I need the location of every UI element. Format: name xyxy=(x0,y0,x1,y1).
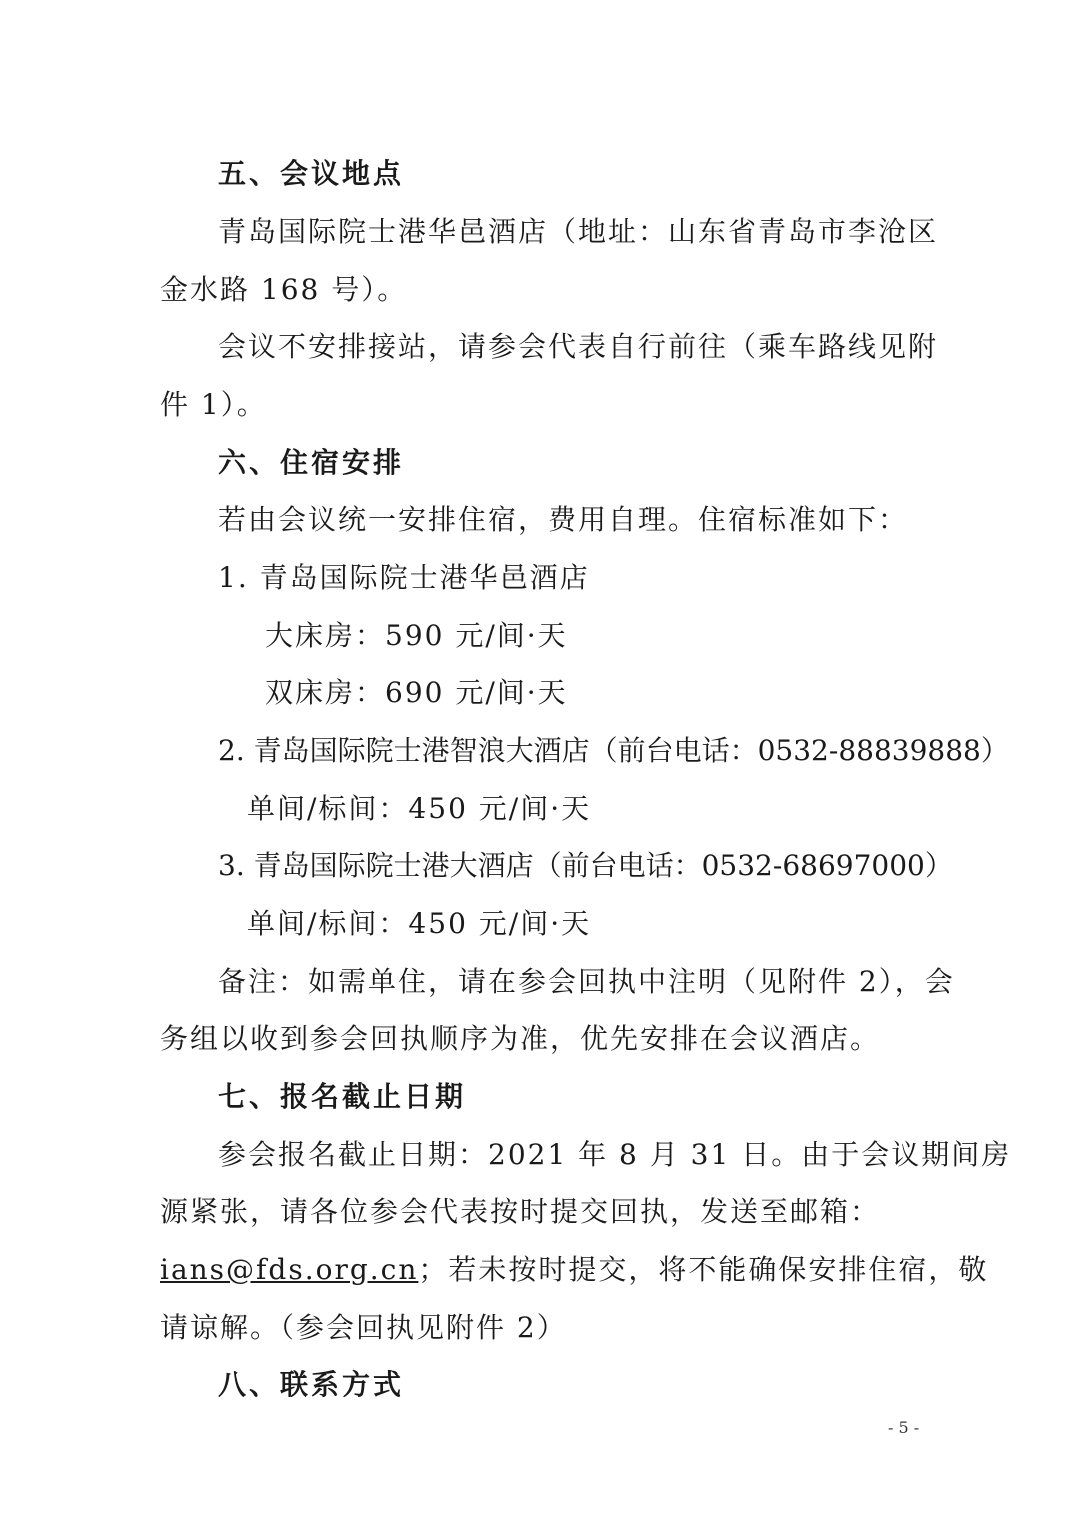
section-7-heading: 七、报名截止日期 xyxy=(218,1080,467,1113)
section-7-line-3 xyxy=(160,1250,988,1290)
hotel-1-king-room: 大床房：590 元/间·天 xyxy=(265,619,568,652)
section-6-heading: 六、住宿安排 xyxy=(218,446,405,479)
page-number: - 5 - xyxy=(888,1418,920,1437)
hotel-3-room: 单间/标间：450 元/间·天 xyxy=(247,907,592,940)
section-5-venue-line-2: 金水路 168 号）。 xyxy=(160,273,408,306)
hotel-1-name: 1. 青岛国际院士港华邑酒店 xyxy=(218,561,590,594)
hotel-2-name: 2. 青岛国际院士港智浪大酒店（前台电话：0532-88839888） xyxy=(218,734,1009,767)
section-5-venue-line-1: 青岛国际院士港华邑酒店（地址：山东省青岛市李沧区 xyxy=(218,215,939,248)
section-5-pickup-line-1: 会议不安排接站，请参会代表自行前往（乘车路线见附 xyxy=(218,330,939,363)
registration-email-link[interactable]: ians@fds.org.cn xyxy=(160,1253,419,1286)
hotel-1-twin-room: 双床房：690 元/间·天 xyxy=(265,676,568,709)
hotel-2-room: 单间/标间：450 元/间·天 xyxy=(247,792,592,825)
section-7-line-3-rest: ；若未按时提交，将不能确保安排住宿，敬 xyxy=(418,1253,989,1286)
section-5-pickup-line-2: 件 1）。 xyxy=(160,388,267,421)
hotel-3-name: 3. 青岛国际院士港大酒店（前台电话：0532-68697000） xyxy=(218,849,953,882)
section-8-heading: 八、联系方式 xyxy=(218,1368,405,1401)
section-7-line-4: 请谅解。（参会回执见附件 2） xyxy=(160,1311,567,1344)
section-7-line-2: 源紧张，请各位参会代表按时提交回执，发送至邮箱： xyxy=(160,1195,881,1228)
section-7-line-1: 参会报名截止日期：2021 年 8 月 31 日。由于会议期间房 xyxy=(218,1138,1012,1171)
section-6-note-line-2: 务组以收到参会回执顺序为准，优先安排在会议酒店。 xyxy=(160,1022,881,1055)
section-6-intro: 若由会议统一安排住宿，费用自理。住宿标准如下： xyxy=(218,503,909,536)
section-5-heading: 五、会议地点 xyxy=(218,157,405,190)
section-6-note-line-1: 备注：如需单住，请在参会回执中注明（见附件 2），会 xyxy=(218,965,955,998)
